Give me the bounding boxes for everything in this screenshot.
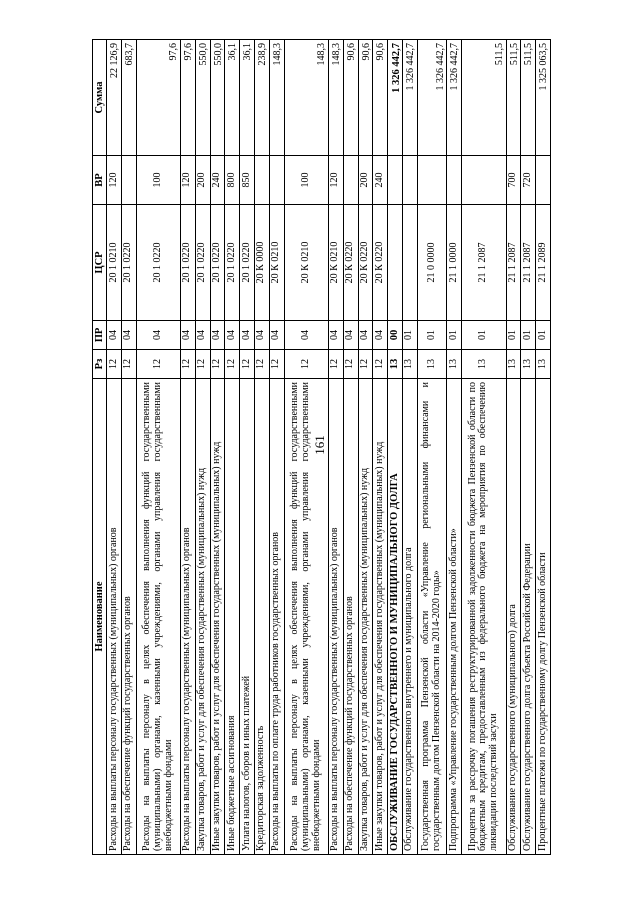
cell-name: Расходы на выплаты по оплате труда работников государственных органов <box>269 379 284 855</box>
cell-pr: 01 <box>417 321 447 350</box>
cell-pr: 04 <box>240 321 255 350</box>
cell-vr <box>536 156 551 205</box>
cell-vr: 850 <box>240 156 255 205</box>
cell-vr <box>462 156 506 205</box>
cell-pr: 04 <box>107 321 122 350</box>
table-row <box>210 40 225 855</box>
cell-sum: 511,5 <box>462 40 506 156</box>
cell-sum: 90,6 <box>373 40 388 156</box>
table-row <box>269 40 284 855</box>
cell-csr: 20 1 0220 <box>136 205 180 321</box>
table-row <box>284 40 328 855</box>
cell-rz: 12 <box>195 350 210 379</box>
cell-rz: 12 <box>284 350 328 379</box>
cell-rz: 12 <box>254 350 269 379</box>
cell-csr: 20 К 0210 <box>284 205 328 321</box>
table-row <box>195 40 210 855</box>
cell-pr: 04 <box>269 321 284 350</box>
cell-name: Расходы на выплаты персоналу в целях обеспечения выполнения функций государственными (муниципальными) органами, казенными учреждениями, органами управления государственными внебюджетными фондами <box>136 379 180 855</box>
cell-pr: 01 <box>462 321 506 350</box>
cell-csr: 20 1 0220 <box>195 205 210 321</box>
table-row <box>521 40 536 855</box>
cell-sum: 1 326 442,7 <box>447 40 462 156</box>
cell-pr: 01 <box>506 321 521 350</box>
cell-rz: 13 <box>447 350 462 379</box>
cell-rz: 12 <box>343 350 358 379</box>
cell-vr: 120 <box>180 156 195 205</box>
cell-csr: 21 1 0000 <box>447 205 462 321</box>
cell-vr: 700 <box>506 156 521 205</box>
cell-name: Закупка товаров, работ и услуг для обеспечения государственных (муниципальных) нужд <box>358 379 373 855</box>
cell-rz: 12 <box>107 350 122 379</box>
cell-pr: 04 <box>180 321 195 350</box>
cell-csr: 21 1 2087 <box>506 205 521 321</box>
cell-csr: 20 1 0220 <box>210 205 225 321</box>
cell-csr: 20 К 0210 <box>269 205 284 321</box>
cell-vr <box>447 156 462 205</box>
cell-rz: 12 <box>180 350 195 379</box>
cell-sum: 148,3 <box>269 40 284 156</box>
cell-pr: 04 <box>254 321 269 350</box>
table-row <box>506 40 521 855</box>
cell-pr: 01 <box>536 321 551 350</box>
cell-vr <box>388 156 403 205</box>
cell-sum: 550,0 <box>195 40 210 156</box>
header-pr: ПР <box>93 321 107 350</box>
cell-csr <box>402 205 417 321</box>
header-vr: ВР <box>93 156 107 205</box>
cell-rz: 12 <box>269 350 284 379</box>
cell-sum: 90,6 <box>343 40 358 156</box>
cell-name: Расходы на обеспечение функций государственных органов <box>343 379 358 855</box>
cell-csr: 21 0 0000 <box>417 205 447 321</box>
cell-sum: 97,6 <box>136 40 180 156</box>
cell-pr: 04 <box>328 321 343 350</box>
cell-sum: 238,9 <box>254 40 269 156</box>
cell-name: Расходы на выплаты персоналу государственных (муниципальных) органов <box>328 379 343 855</box>
cell-name: Государственная программа Пензенской области «Управление региональными финансами и государственным долгом Пензенской области на 2014-2020 годы» <box>417 379 447 855</box>
cell-rz: 12 <box>210 350 225 379</box>
cell-csr: 21 1 2087 <box>462 205 506 321</box>
cell-vr: 800 <box>225 156 240 205</box>
cell-vr <box>417 156 447 205</box>
cell-csr: 20 К 0220 <box>373 205 388 321</box>
cell-csr <box>388 205 403 321</box>
table-row <box>417 40 447 855</box>
cell-sum: 1 325 063,5 <box>536 40 551 156</box>
cell-csr: 20 1 0220 <box>121 205 136 321</box>
header-rz: Рз <box>93 350 107 379</box>
cell-vr: 120 <box>328 156 343 205</box>
cell-csr: 20 1 0220 <box>240 205 255 321</box>
cell-name: Уплата налогов, сборов и иных платежей <box>240 379 255 855</box>
cell-pr: 01 <box>447 321 462 350</box>
cell-rz: 12 <box>240 350 255 379</box>
cell-vr: 240 <box>210 156 225 205</box>
table-row <box>107 40 122 855</box>
table-row <box>373 40 388 855</box>
table-row <box>447 40 462 855</box>
cell-csr: 20 1 0220 <box>225 205 240 321</box>
cell-pr: 04 <box>210 321 225 350</box>
cell-vr: 240 <box>373 156 388 205</box>
cell-pr: 04 <box>225 321 240 350</box>
cell-sum: 148,3 <box>328 40 343 156</box>
cell-sum: 511,5 <box>521 40 536 156</box>
cell-name: Процентные платежи по государственному долгу Пензенской области <box>536 379 551 855</box>
table-row <box>225 40 240 855</box>
cell-sum: 90,6 <box>358 40 373 156</box>
cell-name: Кредиторская задолженность <box>254 379 269 855</box>
cell-rz: 13 <box>521 350 536 379</box>
cell-pr: 01 <box>521 321 536 350</box>
cell-pr: 04 <box>121 321 136 350</box>
cell-vr <box>343 156 358 205</box>
cell-csr: 20 1 0220 <box>180 205 195 321</box>
cell-name: Иные закупки товаров, работ и услуг для обеспечения государственных (муниципальных) нужд <box>210 379 225 855</box>
table-row <box>402 40 417 855</box>
cell-name: Проценты за рассрочку погашения реструктурированной задолженности бюджета Пензенской области по бюджетным кредитам, предоставленным из федерального бюджета на мероприятия по обеспечению ликвидации последствий засухи <box>462 379 506 855</box>
table-row <box>180 40 195 855</box>
cell-name: Обслуживание государственного долга субъекта Российской Федерации <box>521 379 536 855</box>
cell-vr <box>121 156 136 205</box>
cell-sum: 1 326 442,7 <box>402 40 417 156</box>
cell-rz: 13 <box>417 350 447 379</box>
budget-table <box>92 39 551 855</box>
cell-sum: 683,7 <box>121 40 136 156</box>
cell-name: Подпрограмма «Управление государственным долгом Пензенской области» <box>447 379 462 855</box>
table-row <box>358 40 373 855</box>
cell-rz: 12 <box>358 350 373 379</box>
table-row <box>536 40 551 855</box>
cell-pr: 01 <box>402 321 417 350</box>
table-row <box>462 40 506 855</box>
cell-pr: 04 <box>343 321 358 350</box>
cell-name: ОБСЛУЖИВАНИЕ ГОСУДАРСТВЕННОГО И МУНИЦИПАЛЬНОГО ДОЛГА <box>388 379 403 855</box>
cell-vr <box>269 156 284 205</box>
cell-vr: 120 <box>107 156 122 205</box>
cell-sum: 148,3 <box>284 40 328 156</box>
cell-name: Обслуживание государственного (муниципального) долга <box>506 379 521 855</box>
page-number: 161 <box>312 435 327 455</box>
cell-pr: 04 <box>284 321 328 350</box>
cell-rz: 12 <box>328 350 343 379</box>
rotated-table-wrapper <box>92 40 551 855</box>
cell-rz: 12 <box>225 350 240 379</box>
cell-pr: 04 <box>358 321 373 350</box>
cell-name: Закупка товаров, работ и услуг для обеспечения государственных (муниципальных) нужд <box>195 379 210 855</box>
cell-rz: 13 <box>462 350 506 379</box>
cell-csr: 20 К 0210 <box>328 205 343 321</box>
cell-sum: 550,0 <box>210 40 225 156</box>
cell-pr: 04 <box>195 321 210 350</box>
cell-csr: 20 К 0220 <box>358 205 373 321</box>
cell-sum: 97,6 <box>180 40 195 156</box>
cell-name: Расходы на выплаты персоналу в целях обеспечения выполнения функций государственными (муниципальными) органами, казенными учреждениями, органами управления государственными внебюджетными фондами <box>284 379 328 855</box>
cell-pr: 04 <box>136 321 180 350</box>
header-name: Наименование <box>93 379 107 855</box>
cell-csr: 21 1 2087 <box>521 205 536 321</box>
header-csr: ЦСР <box>93 205 107 321</box>
cell-name: Расходы на выплаты персоналу государственных (муниципальных) органов <box>107 379 122 855</box>
cell-csr: 20 1 0210 <box>107 205 122 321</box>
table-row <box>343 40 358 855</box>
cell-sum: 36,1 <box>225 40 240 156</box>
cell-sum: 511,5 <box>506 40 521 156</box>
table-header-row <box>93 40 107 855</box>
table-row <box>388 40 403 855</box>
cell-name: Расходы на выплаты персоналу государственных (муниципальных) органов <box>180 379 195 855</box>
cell-vr: 200 <box>358 156 373 205</box>
header-sum: Сумма <box>93 40 107 156</box>
cell-rz: 13 <box>536 350 551 379</box>
cell-csr: 20 К 0000 <box>254 205 269 321</box>
cell-vr <box>254 156 269 205</box>
cell-name: Расходы на обеспечение функций государственных органов <box>121 379 136 855</box>
table-row <box>254 40 269 855</box>
cell-vr: 720 <box>521 156 536 205</box>
table-row <box>136 40 180 855</box>
cell-rz: 12 <box>121 350 136 379</box>
cell-sum: 22 126,9 <box>107 40 122 156</box>
cell-name: Обслуживание государственного внутреннего и муниципального долга <box>402 379 417 855</box>
table-row <box>240 40 255 855</box>
cell-vr <box>402 156 417 205</box>
table-row <box>328 40 343 855</box>
table-row <box>121 40 136 855</box>
cell-name: Иные бюджетные ассигнования <box>225 379 240 855</box>
cell-pr: 00 <box>388 321 403 350</box>
cell-vr: 100 <box>284 156 328 205</box>
cell-sum: 36,1 <box>240 40 255 156</box>
cell-sum: 1 326 442,7 <box>388 40 403 156</box>
cell-rz: 12 <box>136 350 180 379</box>
cell-rz: 13 <box>506 350 521 379</box>
cell-name: Иные закупки товаров, работ и услуг для обеспечения государственных (муниципальных) нужд <box>373 379 388 855</box>
cell-csr: 21 1 2089 <box>536 205 551 321</box>
cell-rz: 12 <box>373 350 388 379</box>
cell-pr: 04 <box>373 321 388 350</box>
cell-csr: 20 К 0220 <box>343 205 358 321</box>
cell-rz: 13 <box>388 350 403 379</box>
cell-rz: 13 <box>402 350 417 379</box>
cell-sum: 1 326 442,7 <box>417 40 447 156</box>
cell-vr: 200 <box>195 156 210 205</box>
cell-vr: 100 <box>136 156 180 205</box>
